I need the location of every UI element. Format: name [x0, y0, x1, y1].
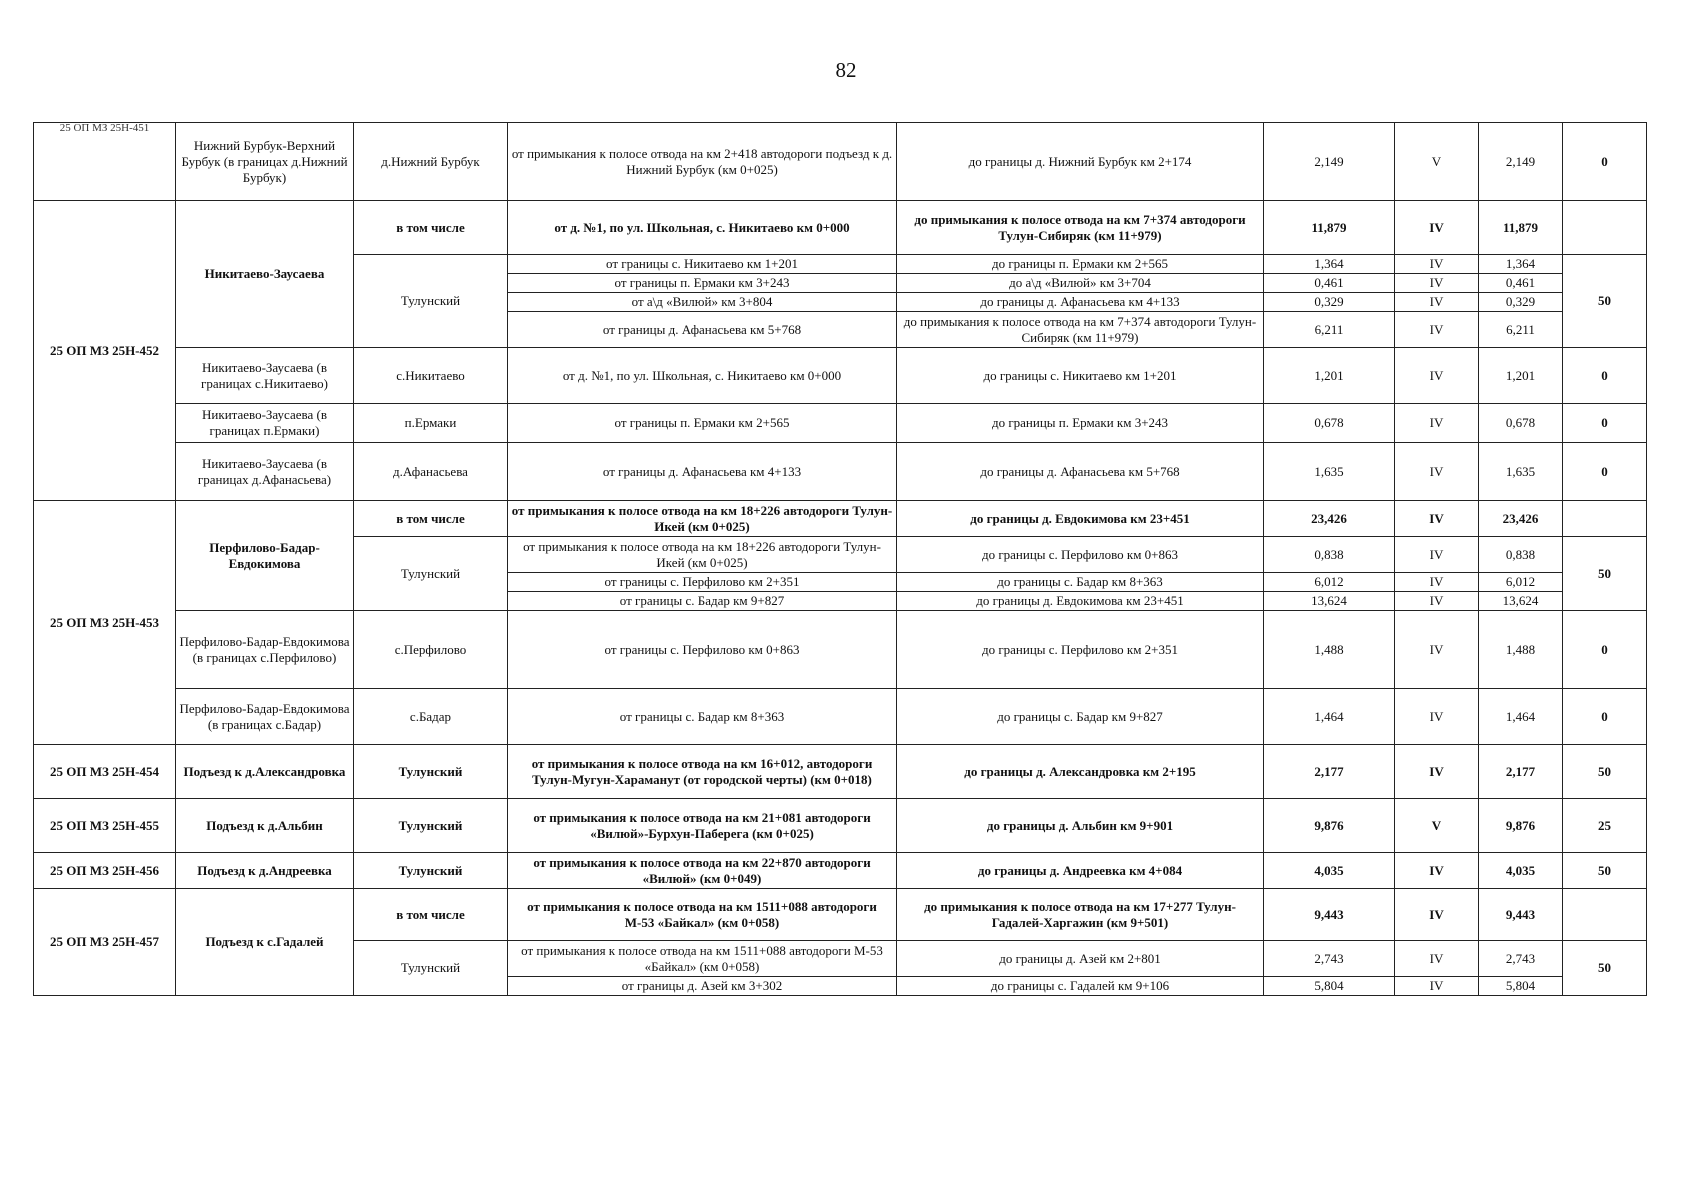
table-cell: с.Никитаево	[354, 348, 508, 404]
table-cell: Тулунский	[354, 255, 508, 348]
table-cell: от д. №1, по ул. Школьная, с. Никитаево км 0+000	[508, 201, 897, 255]
table-cell: в том числе	[354, 501, 508, 537]
table-cell: от границы д. Афанасьева км 4+133	[508, 443, 897, 501]
table-cell: от примыкания к полосе отвода на км 1511+088 автодороги М-53 «Байкал» (км 0+058)	[508, 889, 897, 941]
table-cell: до границы д. Андреевка км 4+084	[897, 853, 1264, 889]
table-cell: IV	[1395, 573, 1479, 592]
table-cell: от примыкания к полосе отвода на км 22+870 автодороги «Вилюй» (км 0+049)	[508, 853, 897, 889]
table-cell: 5,804	[1264, 977, 1395, 996]
table-cell: 9,443	[1479, 889, 1563, 941]
table-row	[34, 799, 1647, 853]
table-cell: Перфилово-Бадар-Евдокимова (в границах с.Перфилово)	[176, 611, 354, 689]
table-cell: от границы с. Перфилово км 2+351	[508, 573, 897, 592]
table-cell: 50	[1563, 941, 1647, 996]
table-cell: от примыкания к полосе отвода на км 1511+088 автодороги М-53 «Байкал» (км 0+058)	[508, 941, 897, 977]
table-cell: Нижний Бурбук-Верхний Бурбук (в границах д.Нижний Бурбук)	[176, 123, 354, 201]
road-register-table	[33, 122, 1647, 996]
table-cell: 50	[1563, 255, 1647, 348]
table-cell: в том числе	[354, 201, 508, 255]
table-cell	[1563, 201, 1647, 255]
table-cell: 25	[1563, 799, 1647, 853]
table-cell: 50	[1563, 745, 1647, 799]
table-cell: до границы д. Нижний Бурбук км 2+174	[897, 123, 1264, 201]
table-cell: 0	[1563, 689, 1647, 745]
table-cell: от примыкания к полосе отвода на км 16+012, автодороги Тулун-Мугун-Хараманут (от городской черты) (км 0+018)	[508, 745, 897, 799]
table-cell: IV	[1395, 348, 1479, 404]
table-cell: от примыкания к полосе отвода на км 18+226 автодороги Тулун-Икей (км 0+025)	[508, 501, 897, 537]
table-cell: Перфилово-Бадар-Евдокимова (в границах с.Бадар)	[176, 689, 354, 745]
table-cell: V	[1395, 799, 1479, 853]
table-cell: 25 ОП МЗ 25Н-452	[34, 201, 176, 501]
table-cell: до границы с. Никитаево км 1+201	[897, 348, 1264, 404]
table-cell: 25 ОП МЗ 25Н-457	[34, 889, 176, 996]
table-cell: IV	[1395, 611, 1479, 689]
table-cell: 2,177	[1479, 745, 1563, 799]
table-cell: до границы с. Перфилово км 2+351	[897, 611, 1264, 689]
table-cell: 2,177	[1264, 745, 1395, 799]
table-row	[34, 201, 1647, 255]
table-cell: до границы д. Альбин км 9+901	[897, 799, 1264, 853]
table-cell: до границы д. Афанасьева км 4+133	[897, 293, 1264, 312]
table-row	[34, 611, 1647, 689]
table-cell: до границы с. Перфилово км 0+863	[897, 537, 1264, 573]
table-row	[34, 745, 1647, 799]
table-cell: 13,624	[1264, 592, 1395, 611]
table-cell	[1563, 889, 1647, 941]
table-cell: Подъезд к д.Андреевка	[176, 853, 354, 889]
table-cell: до границы с. Бадар км 8+363	[897, 573, 1264, 592]
table-cell: 5,804	[1479, 977, 1563, 996]
table-cell: 1,201	[1264, 348, 1395, 404]
table-cell: 0,838	[1264, 537, 1395, 573]
table-cell: с.Перфилово	[354, 611, 508, 689]
table-cell: 23,426	[1479, 501, 1563, 537]
table-cell: от границы с. Никитаево км 1+201	[508, 255, 897, 274]
table-cell: IV	[1395, 977, 1479, 996]
table-cell: 25 ОП МЗ 25Н-451	[34, 123, 176, 201]
table-cell: от примыкания к полосе отвода на км 2+418 автодороги подъезд к д. Нижний Бурбук (км 0+025)	[508, 123, 897, 201]
table-row	[34, 853, 1647, 889]
table-row	[34, 889, 1647, 941]
table-cell: от границы п. Ермаки км 2+565	[508, 404, 897, 443]
table-cell: Никитаево-Заусаева (в границах п.Ермаки)	[176, 404, 354, 443]
table-cell: 6,211	[1479, 312, 1563, 348]
table-cell: 0,461	[1264, 274, 1395, 293]
table-row	[34, 501, 1647, 537]
table-cell: 1,364	[1479, 255, 1563, 274]
table-cell: 0	[1563, 443, 1647, 501]
table-cell: до границы д. Александровка км 2+195	[897, 745, 1264, 799]
table-cell: 1,464	[1264, 689, 1395, 745]
table-row	[34, 404, 1647, 443]
table-cell: д.Афанасьева	[354, 443, 508, 501]
table-cell: Тулунский	[354, 799, 508, 853]
table-cell: 4,035	[1264, 853, 1395, 889]
table-cell: 25 ОП МЗ 25Н-454	[34, 745, 176, 799]
table-cell	[1563, 501, 1647, 537]
table-cell: Тулунский	[354, 537, 508, 611]
table-cell: IV	[1395, 745, 1479, 799]
table-cell: 0	[1563, 404, 1647, 443]
table-cell: IV	[1395, 889, 1479, 941]
table-cell: 9,876	[1264, 799, 1395, 853]
page-number: 82	[835, 58, 857, 82]
table-cell: Никитаево-Заусаева	[176, 201, 354, 348]
table-cell: IV	[1395, 853, 1479, 889]
table-cell: 1,201	[1479, 348, 1563, 404]
table-cell: V	[1395, 123, 1479, 201]
table-cell: Тулунский	[354, 941, 508, 996]
table-cell: 1,488	[1479, 611, 1563, 689]
table-cell: 2,149	[1479, 123, 1563, 201]
table-cell: 2,149	[1264, 123, 1395, 201]
table-cell: 50	[1563, 537, 1647, 611]
table-cell: 25 ОП МЗ 25Н-455	[34, 799, 176, 853]
table-cell: до примыкания к полосе отвода на км 7+374 автодороги Тулун-Сибиряк (км 11+979)	[897, 201, 1264, 255]
table-cell: до границы с. Гадалей км 9+106	[897, 977, 1264, 996]
table-cell: IV	[1395, 255, 1479, 274]
table-row	[34, 689, 1647, 745]
table-cell: 0,678	[1479, 404, 1563, 443]
table-cell: 1,488	[1264, 611, 1395, 689]
table-cell: IV	[1395, 293, 1479, 312]
table-cell: от д. №1, по ул. Школьная, с. Никитаево км 0+000	[508, 348, 897, 404]
table-cell: IV	[1395, 443, 1479, 501]
table-cell: 13,624	[1479, 592, 1563, 611]
table-cell: Подъезд к с.Гадалей	[176, 889, 354, 996]
table-cell: от границы с. Бадар км 8+363	[508, 689, 897, 745]
table-cell: до границы с. Бадар км 9+827	[897, 689, 1264, 745]
table-cell: Тулунский	[354, 745, 508, 799]
table-row	[34, 123, 1647, 201]
table-cell: IV	[1395, 404, 1479, 443]
table-cell: 11,879	[1479, 201, 1563, 255]
table-cell: IV	[1395, 592, 1479, 611]
table-cell: 0,329	[1264, 293, 1395, 312]
table-cell: 6,012	[1479, 573, 1563, 592]
table-cell: Тулунский	[354, 853, 508, 889]
table-cell: в том числе	[354, 889, 508, 941]
table-cell: Перфилово-Бадар-Евдокимова	[176, 501, 354, 611]
table-row	[34, 348, 1647, 404]
table-cell: Подъезд к д.Александровка	[176, 745, 354, 799]
table-cell: п.Ермаки	[354, 404, 508, 443]
table-cell: от границы д. Азей км 3+302	[508, 977, 897, 996]
table-cell: Никитаево-Заусаева (в границах д.Афанасьева)	[176, 443, 354, 501]
table-cell: до границы д. Евдокимова км 23+451	[897, 501, 1264, 537]
table-cell: 0,461	[1479, 274, 1563, 293]
table-cell: 11,879	[1264, 201, 1395, 255]
table-cell: 1,635	[1479, 443, 1563, 501]
table-row	[34, 443, 1647, 501]
table-cell: от границы д. Афанасьева км 5+768	[508, 312, 897, 348]
table-cell: IV	[1395, 501, 1479, 537]
table-cell: до границы п. Ермаки км 2+565	[897, 255, 1264, 274]
table-cell: 1,464	[1479, 689, 1563, 745]
table-cell: 25 ОП МЗ 25Н-453	[34, 501, 176, 745]
table-cell: IV	[1395, 537, 1479, 573]
table-cell: 9,443	[1264, 889, 1395, 941]
table-cell: IV	[1395, 274, 1479, 293]
table-cell: от а\д «Вилюй» км 3+804	[508, 293, 897, 312]
table-cell: 0,329	[1479, 293, 1563, 312]
table-cell: Никитаево-Заусаева (в границах с.Никитаево)	[176, 348, 354, 404]
table-cell: от примыкания к полосе отвода на км 21+081 автодороги «Вилюй»-Бурхун-Паберега (км 0+025)	[508, 799, 897, 853]
table-cell: до границы д. Афанасьева км 5+768	[897, 443, 1264, 501]
table-cell: 9,876	[1479, 799, 1563, 853]
table-cell: до а\д «Вилюй» км 3+704	[897, 274, 1264, 293]
table-cell: 1,364	[1264, 255, 1395, 274]
table-cell: 2,743	[1264, 941, 1395, 977]
table-cell: 0,838	[1479, 537, 1563, 573]
table-cell: 0,678	[1264, 404, 1395, 443]
table-cell: 25 ОП МЗ 25Н-456	[34, 853, 176, 889]
table-cell: 23,426	[1264, 501, 1395, 537]
table-cell: от границы п. Ермаки км 3+243	[508, 274, 897, 293]
table-cell: до границы п. Ермаки км 3+243	[897, 404, 1264, 443]
table-cell: от примыкания к полосе отвода на км 18+226 автодороги Тулун-Икей (км 0+025)	[508, 537, 897, 573]
table-cell: 0	[1563, 123, 1647, 201]
table-cell: 50	[1563, 853, 1647, 889]
table-cell: IV	[1395, 941, 1479, 977]
table-cell: IV	[1395, 201, 1479, 255]
table-cell: 1,635	[1264, 443, 1395, 501]
table-cell: до примыкания к полосе отвода на км 17+277 Тулун-Гадалей-Харгажин (км 9+501)	[897, 889, 1264, 941]
table-cell: 2,743	[1479, 941, 1563, 977]
table-cell: с.Бадар	[354, 689, 508, 745]
table-cell: 4,035	[1479, 853, 1563, 889]
table-cell: 6,211	[1264, 312, 1395, 348]
table-cell: от границы с. Перфилово км 0+863	[508, 611, 897, 689]
table-cell: IV	[1395, 689, 1479, 745]
table-cell: д.Нижний Бурбук	[354, 123, 508, 201]
table-cell: от границы с. Бадар км 9+827	[508, 592, 897, 611]
table-cell: 0	[1563, 611, 1647, 689]
table-cell: до границы д. Азей км 2+801	[897, 941, 1264, 977]
table-cell: Подъезд к д.Альбин	[176, 799, 354, 853]
table-cell: до примыкания к полосе отвода на км 7+374 автодороги Тулун-Сибиряк (км 11+979)	[897, 312, 1264, 348]
table-cell: IV	[1395, 312, 1479, 348]
table-cell: 6,012	[1264, 573, 1395, 592]
table-cell: 0	[1563, 348, 1647, 404]
table-cell: до границы д. Евдокимова км 23+451	[897, 592, 1264, 611]
